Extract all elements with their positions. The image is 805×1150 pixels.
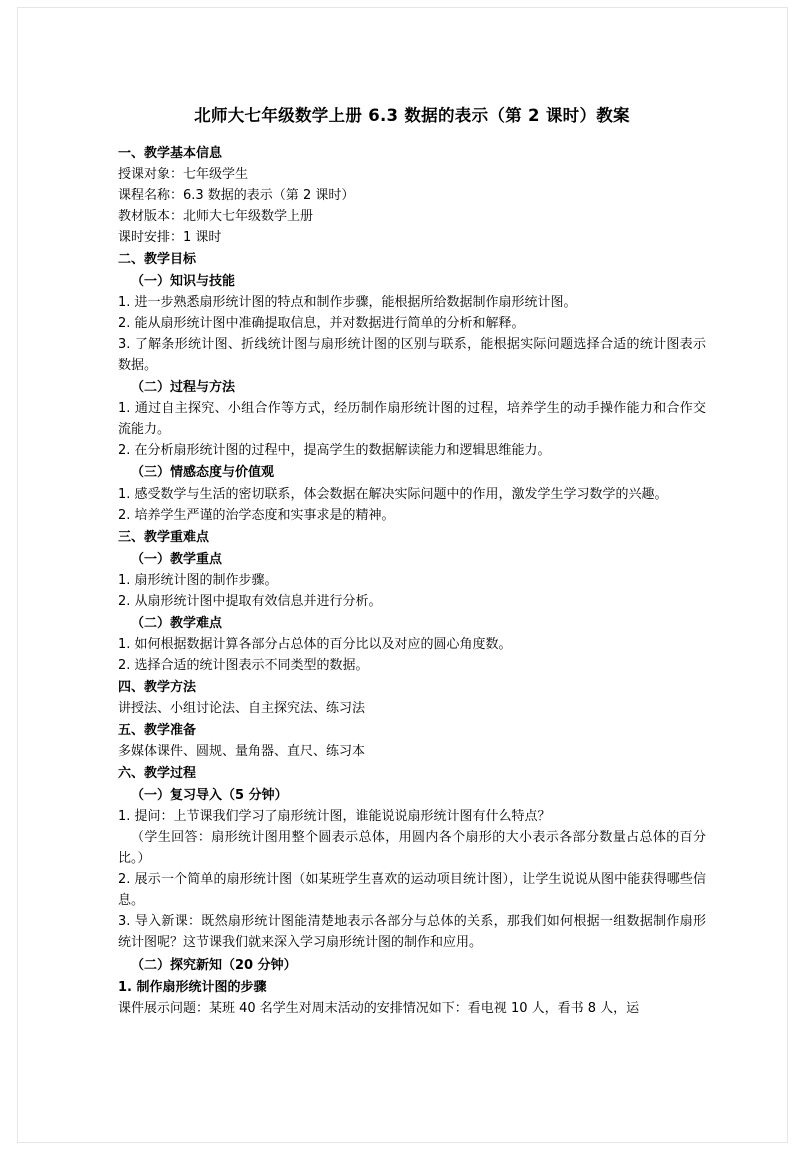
section-heading: 一、教学基本信息 [118, 145, 223, 161]
section-heading: 1. 制作扇形统计图的步骤 [118, 979, 267, 995]
paragraph: 1. 感受数学与生活的密切联系，体会数据在解决实际问题中的作用，激发学生学习数学的兴趣。 [118, 486, 668, 502]
paragraph: 2. 培养学生严谨的治学态度和实事求是的精神。 [118, 507, 395, 523]
paragraph: （学生回答：扇形统计图用整个圆表示总体，用圆内各个扇形的大小表示各部分数量占总体的百分比。） [118, 830, 706, 867]
section-heading: 三、教学重难点 [118, 529, 210, 545]
paragraph: 2. 选择合适的统计图表示不同类型的数据。 [118, 657, 369, 673]
paragraph: 讲授法、小组讨论法、自主探究法、练习法 [118, 700, 366, 716]
paragraph: 3. 了解条形统计图、折线统计图与扇形统计图的区别与联系，能根据实际问题选择合适的统计图表示数据。 [118, 337, 706, 374]
paragraph: 1. 通过自主探究、小组合作等方式，经历制作扇形统计图的过程，培养学生的动手操作能力和合作交流能力。 [118, 401, 706, 438]
page-title: 北师大七年级数学上册 6.3 数据的表示（第 2 课时）教案 [194, 106, 630, 125]
paragraph: 1. 进一步熟悉扇形统计图的特点和制作步骤，能根据所给数据制作扇形统计图。 [118, 295, 577, 311]
subsection-heading: （一）复习导入（5 分钟） [131, 788, 288, 804]
paragraph: 2. 能从扇形统计图中准确提取信息，并对数据进行简单的分析和解释。 [118, 316, 525, 332]
document-content [118, 104, 706, 1019]
document-body [118, 143, 706, 1019]
paragraph: 1. 提问：上节课我们学习了扇形统计图，谁能说说扇形统计图有什么特点？ [118, 809, 551, 825]
paragraph: 课件展示问题：某班 40 名学生对周末活动的安排情况如下：看电视 10 人，看书 8 人，运 [118, 1000, 640, 1016]
subsection-heading: （二）探究新知（20 分钟） [131, 957, 297, 973]
paragraph: 2. 从扇形统计图中提取有效信息并进行分析。 [118, 593, 382, 609]
subsection-heading: （三）情感态度与价值观 [131, 465, 275, 481]
section-heading: 二、教学目标 [118, 251, 197, 267]
section-heading: 五、教学准备 [118, 723, 197, 739]
section-heading: 四、教学方法 [118, 679, 197, 695]
subsection-heading: （一）知识与技能 [131, 274, 236, 290]
subsection-heading: （二）过程与方法 [131, 380, 236, 396]
paragraph: 2. 展示一个简单的扇形统计图（如某班学生喜欢的运动项目统计图），让学生说说从图中能获得哪些信息。 [118, 872, 706, 909]
paragraph: 1. 扇形统计图的制作步骤。 [118, 572, 278, 588]
document-paper [18, 8, 787, 1142]
section-heading: 六、教学过程 [118, 766, 197, 782]
subsection-heading: （二）教学难点 [131, 615, 223, 631]
paragraph: 3. 导入新课：既然扇形统计图能清楚地表示各部分与总体的关系，那我们如何根据一组数据制作扇形统计图呢？这节课我们就来深入学习扇形统计图的制作和应用。 [118, 914, 706, 951]
paragraph: 1. 如何根据数据计算各部分占总体的百分比以及对应的圆心角度数。 [118, 636, 512, 652]
paragraph: 课时安排：1 课时 [118, 229, 222, 245]
subsection-heading: （一）教学重点 [131, 551, 223, 567]
paragraph: 2. 在分析扇形统计图的过程中，提高学生的数据解读能力和逻辑思维能力。 [118, 443, 551, 459]
paragraph: 授课对象：七年级学生 [118, 166, 249, 182]
paragraph: 课程名称：6.3 数据的表示（第 2 课时） [118, 187, 355, 203]
paragraph: 教材版本：北师大七年级数学上册 [118, 208, 314, 224]
paragraph: 多媒体课件、圆规、量角器、直尺、练习本 [118, 744, 366, 760]
